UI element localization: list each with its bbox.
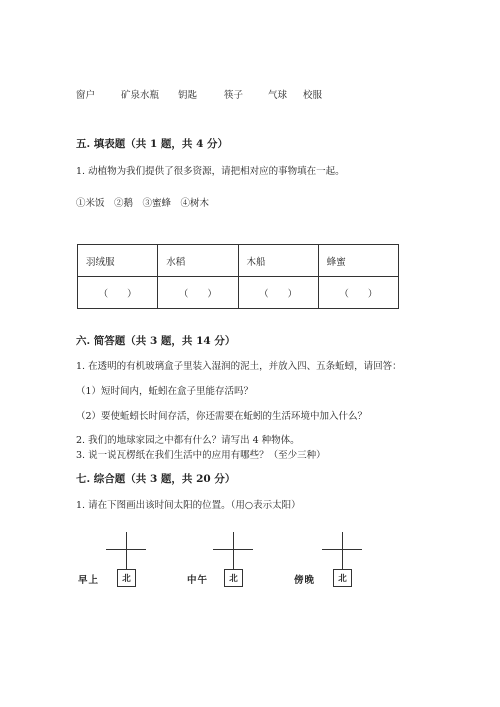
north-box: 北 [117,569,136,587]
question-text: 2. 我们的地球家园之中都有什么？请写出 4 种物体。 [76,435,300,446]
time-label: 中午 [187,575,209,586]
north-box: 北 [224,569,243,587]
time-label: 傍晚 [294,575,316,586]
section-heading-short-answer: 六. 简答题（共 3 题，共 14 分） [76,335,236,347]
sub-question-text: （2）要使蚯蚓长时间存活，你还需要在蚯蚓的生活环境中加入什么？ [76,411,368,422]
table-header-cell: 蜂蜜 [318,245,398,277]
table-blank-cell[interactable]: （ ） [318,277,398,309]
question-text: 1. 动植物为我们提供了很多资源，请把相对应的事物填在一起。 [76,166,345,177]
pole [233,532,234,570]
question-text: 1. 请在下图画出该时间太阳的位置。（用○表示太阳） [76,500,301,511]
pole [126,532,127,570]
question-text: 1. 在透明的有机玻璃盒子里装入湿润的泥土，并放入四、五条蚯蚓，请回答： [76,361,402,372]
table-blank-cell[interactable]: （ ） [238,277,318,309]
section-heading-fill-table: 五. 填表题（共 1 题，共 4 分） [76,138,229,150]
north-box: 北 [333,569,352,587]
word-item: 矿泉水瓶 [121,90,160,101]
table-blank-cell[interactable]: （ ） [78,277,158,309]
table-header-cell: 水稻 [158,245,238,277]
table-header-cell: 木船 [238,245,318,277]
table-blank-cell[interactable]: （ ） [158,277,238,309]
word-item: 气球 [268,90,288,101]
word-item: 校服 [303,90,323,101]
sub-question-text: （1）短时间内，蚯蚓在盒子里能存活吗？ [76,386,254,397]
time-label: 早上 [78,575,100,586]
word-item: 筷子 [224,90,244,101]
question-text: 3. 说一说瓦楞纸在我们生活中的应用有哪些？（至少三种） [76,450,326,461]
fill-table [77,244,399,309]
table-header-cell: 羽绒服 [78,245,158,277]
section-heading-comprehensive: 七. 综合题（共 3 题，共 20 分） [76,473,236,485]
word-item: 窗户 [76,90,96,101]
options-text: ①米饭 ②鹅 ③蜜蜂 ④树木 [76,198,210,209]
pole [342,532,343,570]
word-item: 钥匙 [178,90,198,101]
